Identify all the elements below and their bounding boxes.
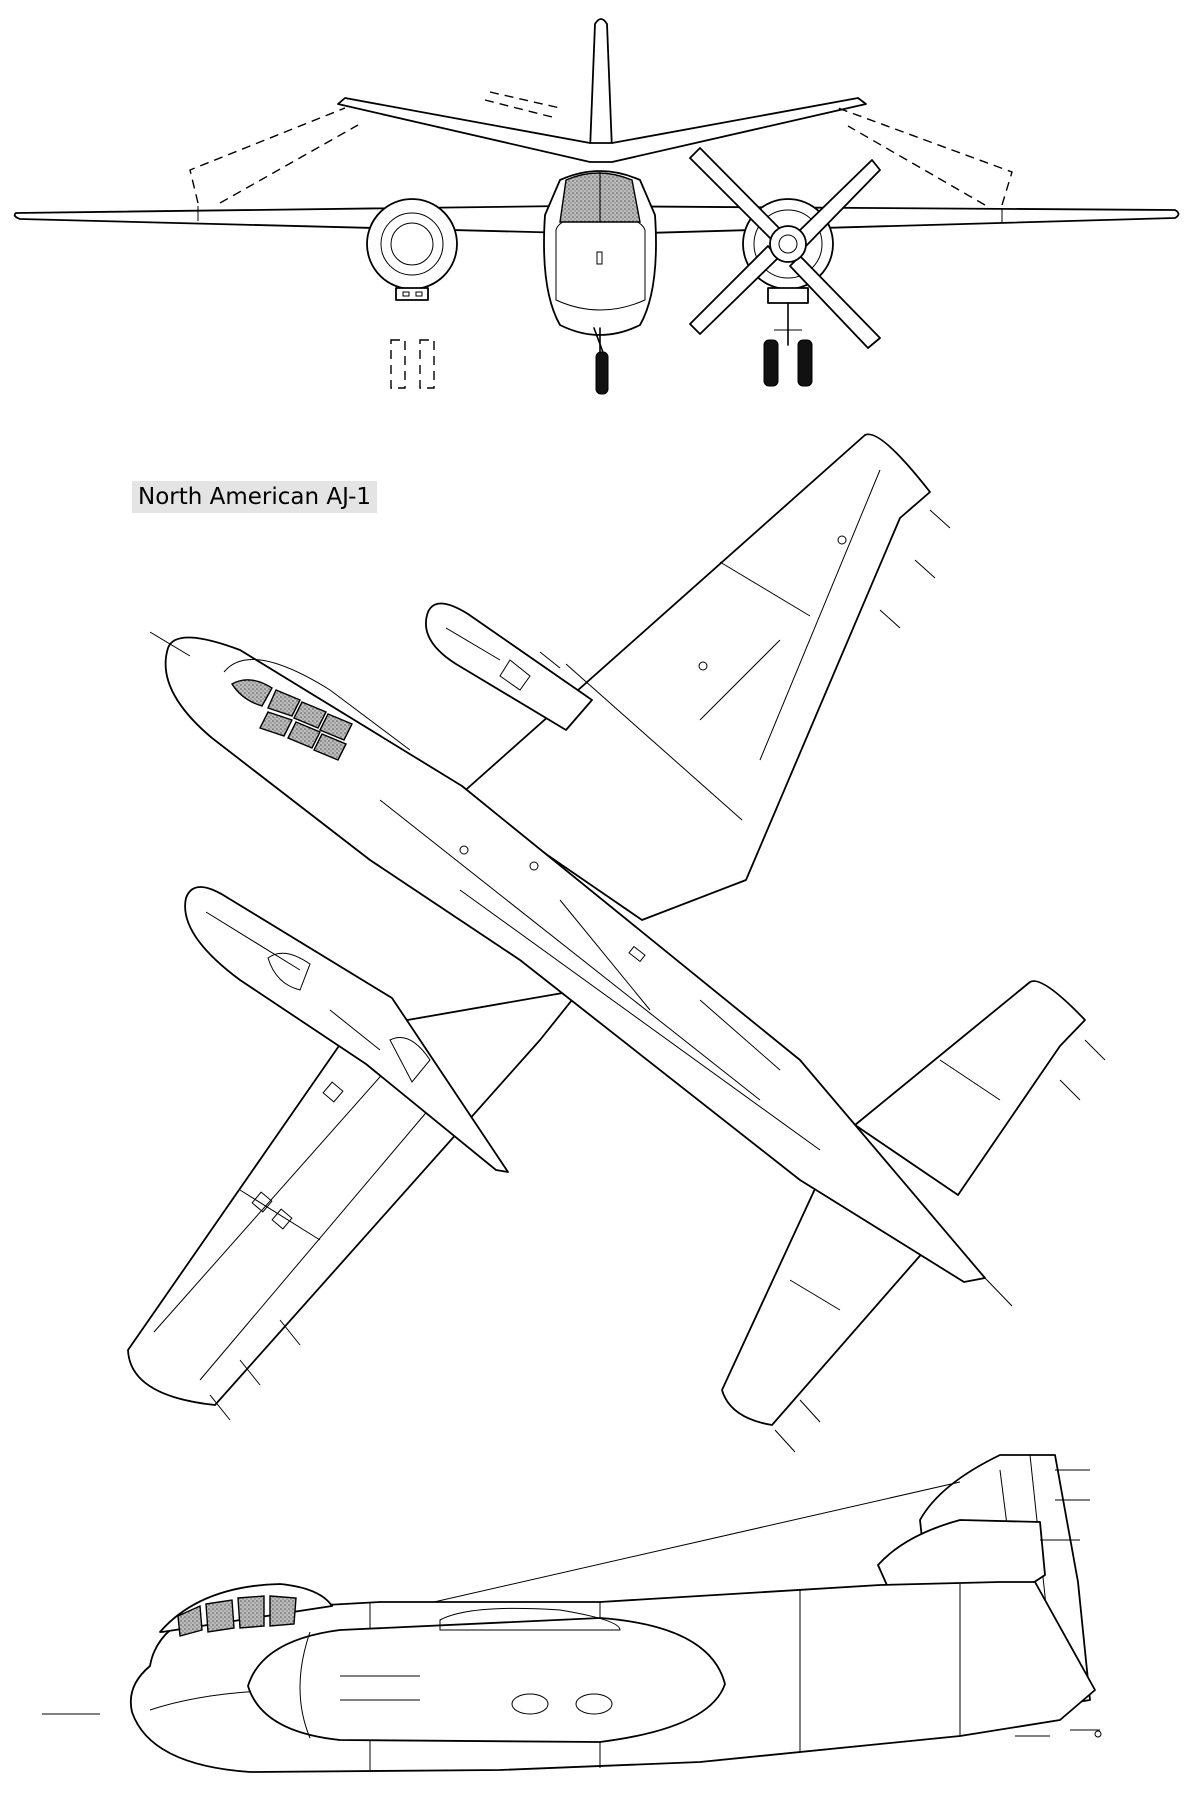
plan-view-upper-tailplane [855,981,1085,1195]
front-view-left-nacelle [367,199,457,300]
front-view-propeller [690,148,880,348]
front-view [15,19,1179,394]
side-view [42,1455,1101,1772]
plan-view [128,434,1105,1452]
plan-view-upper-nacelle [426,603,592,730]
aircraft-title-label: North American AJ-1 [132,481,377,513]
front-view-fin [590,19,612,150]
